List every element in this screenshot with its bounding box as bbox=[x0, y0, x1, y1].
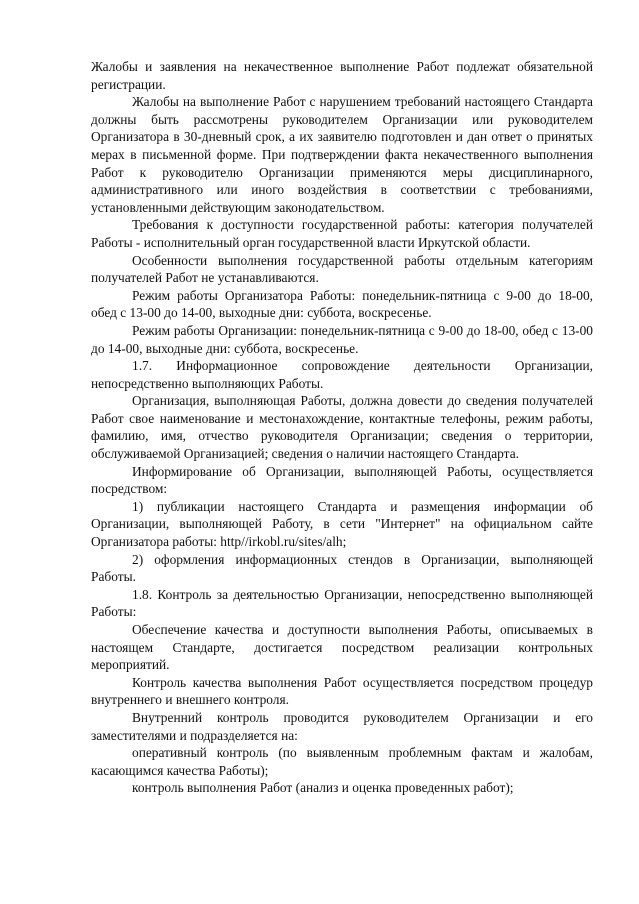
section-heading-1-7: 1.7. Информационное сопровождение деятельности Организации, непосредственно выполняющих Работы. bbox=[91, 358, 593, 391]
paragraph: Жалобы на выполнение Работ с нарушением требований настоящего Стандарта должны быть рассмотрены руководителем Организации или руководителем Организатора в 30-дневный срок, а их заявителю подготовлен и дан ответ о принятых мерах в письменной форме. При подтверждении факта некачественного выполнения Работ к руководителю Организации применяются меры дисциплинарного, административного или иного воздействия в соответствии с требованиями, установленными действующим законодательством. bbox=[91, 94, 593, 215]
paragraph: Жалобы и заявления на некачественное выполнение Работ подлежат обязательной регистрации. bbox=[91, 59, 593, 92]
list-item: контроль выполнения Работ (анализ и оценка проведенных работ); bbox=[132, 780, 514, 796]
paragraph: Организация, выполняющая Работы, должна довести до сведения получателей Работ свое наименование и местонахождение, контактные телефоны, режим работы, фамилию, имя, отчество руководителя Организации; сведения о территории, обслуживаемой Организацией; сведения о наличии настоящего Стандарта. bbox=[91, 393, 593, 462]
paragraph: Обеспечение качества и доступности выполнения Работы, описываемых в настоящем Стандарте, достигается посредством реализации контрольных мероприятий. bbox=[91, 622, 593, 673]
list-item: оперативный контроль (по выявленным проблемным фактам и жалобам, касающимся качества Работы); bbox=[91, 745, 593, 778]
paragraph: Режим работы Организатора Работы: понедельник-пятница с 9-00 до 18-00, обед с 13-00 до 14-00, выходные дни: суббота, воскресенье. bbox=[91, 287, 593, 321]
section-heading-1-8: 1.8. Контроль за деятельностью Организации, непосредственно выполняющей Работы: bbox=[91, 586, 593, 620]
paragraph: Информирование об Организации, выполняющей Работы, осуществляется посредством: bbox=[91, 463, 593, 497]
list-item: 1) публикации настоящего Стандарта и размещения информации об Организации, выполняющей Работу, в сети "Интернет" на официальном сайте Организатора работы: http//irkobl.ru/sites/alh; bbox=[91, 498, 593, 550]
paragraph: Особенности выполнения государственной работы отдельным категориям получателей Работ не устанавливаются. bbox=[91, 252, 593, 286]
paragraph: Контроль качества выполнения Работ осуществляется посредством процедур внутреннего и внешнего контроля. bbox=[91, 674, 593, 708]
list-item: 2) оформления информационных стендов в Организации, выполняющей Работы. bbox=[91, 551, 593, 585]
paragraph: Внутренний контроль проводится руководителем Организации и его заместителями и подразделяется на: bbox=[91, 709, 593, 743]
document-page bbox=[91, 58, 593, 797]
paragraph: Режим работы Организации: понедельник-пятница с 9-00 до 18-00, обед с 13-00 до 14-00, выходные дни: суббота, воскресенье. bbox=[91, 322, 593, 356]
paragraph: Требования к доступности государственной работы: категория получателей Работы - исполнительный орган государственной власти Иркутской области. bbox=[91, 217, 593, 250]
